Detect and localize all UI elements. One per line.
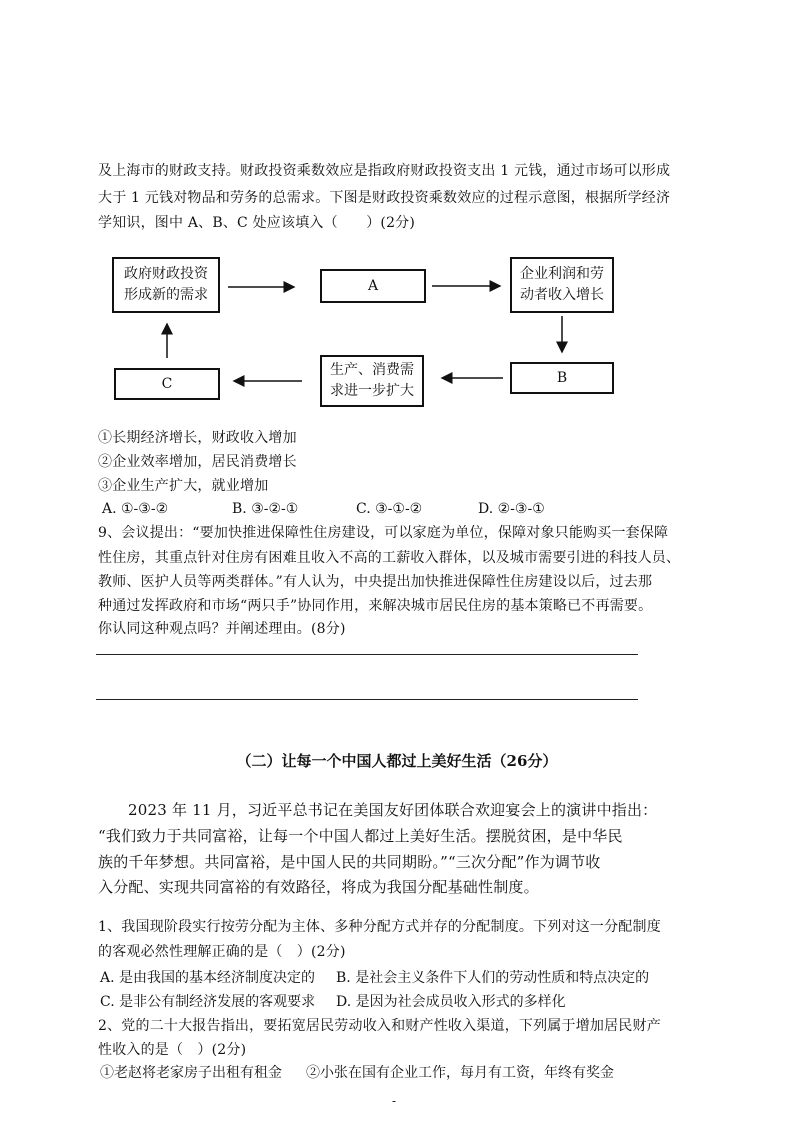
passage-line-4: 入分配、实现共同富裕的有效路径，将成为我国分配基础性制度。 bbox=[98, 878, 539, 896]
passage-line-3: 族的千年梦想。共同富裕，是中国人民的共同期盼。”“三次分配”作为调节收 bbox=[98, 853, 601, 871]
q8-option-d: D. ②-③-① bbox=[478, 501, 545, 517]
intro-line-1: 及上海市的财政支持。财政投资乘数效应是指政府财政投资支出 1 元钱，通过市场可以形成 bbox=[98, 163, 671, 179]
section-title: （二）让每一个中国人都过上美好生活（26分） bbox=[236, 752, 558, 770]
answer-line-1[interactable] bbox=[96, 654, 638, 655]
box-profit-line-2: 动者收入增长 bbox=[520, 287, 604, 303]
box-demand-line-1: 生产、消费需 bbox=[330, 362, 414, 378]
box-start-line-2: 形成新的需求 bbox=[124, 287, 208, 303]
q8-option-a: A. ①-③-② bbox=[102, 501, 169, 517]
q9-line-5: 你认同这种观点吗？并阐述理由。(8分) bbox=[98, 621, 346, 637]
q1-option-b: B. 是社会主义条件下人们的劳动性质和特点决定的 bbox=[336, 970, 650, 986]
intro-line-2: 大于 1 元钱对物品和劳务的总需求。下图是财政投资乘数效应的过程示意图，根据所学经济 bbox=[98, 190, 671, 206]
q2-item-1: ①老赵将老家房子出租有租金 bbox=[100, 1065, 282, 1081]
q1-line-1: 1、我国现阶段实行按劳分配为主体、多种分配方式并存的分配制度。下列对这一分配制度 bbox=[98, 919, 661, 935]
q9-line-1: 9、会议提出：“要加快推进保障性住房建设，可以家庭为单位，保障对象只能购买一套保障 bbox=[98, 525, 669, 541]
answer-line-2[interactable] bbox=[96, 699, 638, 700]
page-mark: - bbox=[392, 1094, 397, 1108]
q1-line-2: 的客观必然性理解正确的是（ ）(2分) bbox=[98, 944, 346, 960]
box-c-label: C bbox=[161, 375, 173, 392]
q2-item-2: ②小张在国有企业工作，每月有工资，年终有奖金 bbox=[306, 1065, 614, 1081]
q1-option-a: A. 是由我国的基本经济制度决定的 bbox=[100, 970, 316, 986]
q1-option-d: D. 是因为社会成员收入形式的多样化 bbox=[336, 994, 566, 1010]
q2-line-2: 性收入的是（ ）(2分) bbox=[98, 1042, 247, 1058]
q9-line-4: 种通过发挥政府和市场“两只手”协同作用，来解决城市居民住房的基本策略已不再需要。 bbox=[98, 598, 653, 614]
item-1: ①长期经济增长，财政收入增加 bbox=[98, 430, 297, 446]
q8-option-b: B. ③-②-① bbox=[232, 501, 299, 517]
box-profit-line-1: 企业利润和劳 bbox=[520, 266, 604, 282]
box-start-line-1: 政府财政投资 bbox=[124, 266, 208, 282]
q9-line-3: 教师、医护人员等两类群体。”有人认为，中央提出加快推进保障性住房建设以后，过去那 bbox=[98, 574, 653, 590]
passage-line-1: 2023 年 11 月，习近平总书记在美国友好团体联合欢迎宴会上的演讲中指出： bbox=[128, 801, 658, 819]
box-a-label: A bbox=[367, 277, 379, 294]
box-demand-line-2: 求进一步扩大 bbox=[330, 383, 414, 399]
q2-line-1: 2、党的二十大报告指出，要拓宽居民劳动收入和财产性收入渠道，下列属于增加居民财产 bbox=[98, 1018, 661, 1034]
box-b-label: B bbox=[556, 369, 568, 386]
intro-line-3: 学知识，图中 A、B、C 处应该填入（ ）(2分) bbox=[98, 215, 416, 231]
item-2: ②企业效率增加，居民消费增长 bbox=[98, 454, 297, 470]
q9-line-2: 性住房，其重点针对住房有困难且收入不高的工薪收入群体，以及城市需要引进的科技人员、 bbox=[98, 550, 681, 566]
item-3: ③企业生产扩大，就业增加 bbox=[98, 478, 269, 494]
passage-line-2: “我们致力于共同富裕，让每一个中国人都过上美好生活。摆脱贫困，是中华民 bbox=[98, 827, 623, 845]
q1-option-c: C. 是非公有制经济发展的客观要求 bbox=[100, 994, 316, 1010]
q8-option-c: C. ③-①-② bbox=[356, 501, 423, 517]
